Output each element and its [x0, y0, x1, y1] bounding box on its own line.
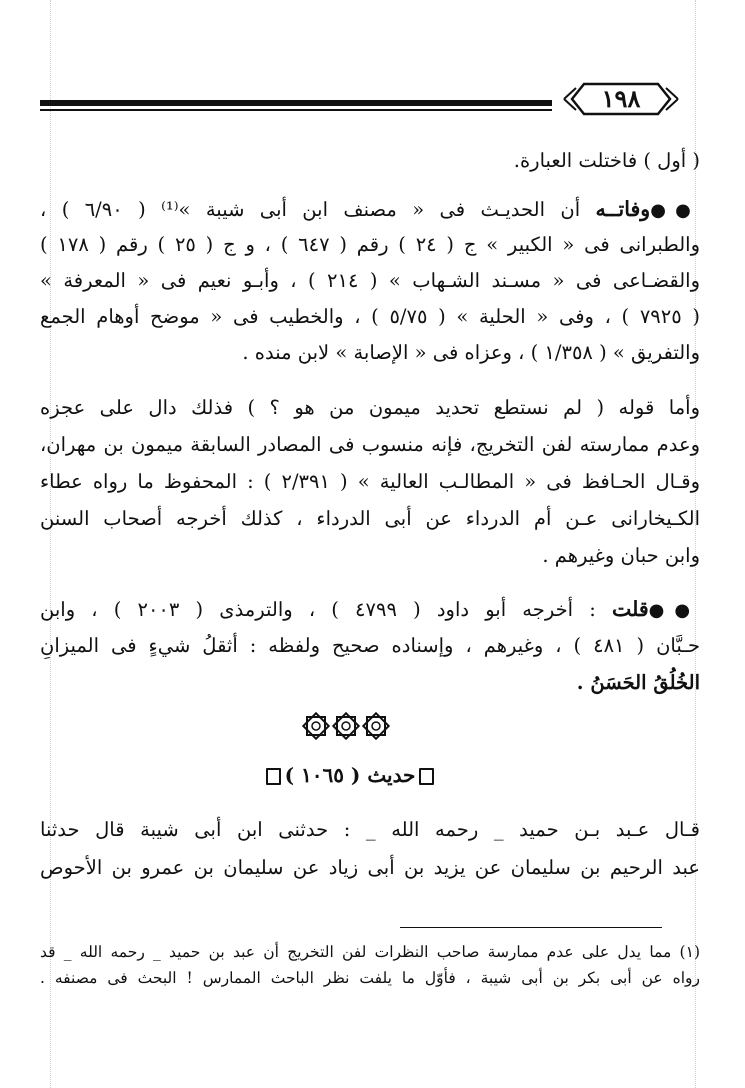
page-number: ١٩٨	[601, 84, 641, 113]
hadith-title-text: حديث ( ١٠٦٥ )	[284, 763, 416, 787]
paragraph-line: ( ٧٩٢٥ ) ، وفى « الحلية » ( ٥/٧٥ ) ، والخطيب فى « موضح أوهام الجمع	[40, 305, 700, 328]
paragraph-line: عبد الرحيم بن سليمان عن يزيد بن أبى زياد عن سليمان بن عمرو بن الأحوص	[40, 856, 700, 879]
bullet-marker: ●●	[648, 600, 700, 621]
footnote-separator	[400, 927, 662, 928]
paragraph-line: حـبَّان ( ٤٨١ ) ، وغيرهم ، وإسناده صحيح ولفظه : أثقلُ شيءٍ فى الميزانِ	[40, 634, 701, 657]
paragraph-line: قـال عـبد بـن حميد _ رحمه الله _ : حدثنى ابن أبى شيبة قال حدثنا	[40, 818, 700, 841]
line-text: : أخرجه أبو داود ( ٤٧٩٩ ) ، والترمذى ( ٢٠٠٣ ) ، وابن	[40, 598, 596, 621]
paragraph-line: الخُلُقُ الحَسَنُ .	[576, 671, 700, 694]
paragraph-line	[40, 194, 700, 226]
lead-word: وفاتــه	[595, 197, 651, 221]
line-text: أن الحديـث فى « مصنف ابن أبى شيبة »⁽¹⁾ ( ٦/٩٠ ) ،	[40, 198, 581, 221]
paragraph-line	[40, 594, 700, 626]
star-ornament-icon	[332, 712, 360, 740]
paragraph-line: وقـال الحـافظ فى « المطالـب العالية » ( ٢/٣٩١ ) : المحفوظ ما رواه عطاء	[40, 470, 701, 493]
star-ornament-icon	[302, 712, 330, 740]
page-header	[40, 78, 652, 122]
paragraph-line: الكـيخارانى عـن أم الدرداء عن أبى الدرداء ، كذلك أخرجه أصحاب السنن	[40, 507, 700, 530]
paragraph-line: والقضـاعى فى « مسـند الشـهاب » ( ٢١٤ ) ، وأبـو نعيم فى « المعرفة »	[40, 269, 700, 292]
paragraph-line: ( أول ) فاختلت العبارة.	[513, 149, 700, 172]
star-ornament-icon	[362, 712, 390, 740]
page-number-badge	[562, 80, 680, 118]
paragraph-line: وأما قوله ( لم نستطع تحديد ميمون من هو ؟ ) فذلك دال على عجزه	[40, 396, 700, 419]
bullet-marker: ●●	[650, 200, 700, 221]
header-rule-thick	[40, 100, 552, 106]
hadith-heading	[230, 758, 470, 792]
square-bullet-icon	[266, 768, 281, 785]
paragraph-line: وعدم ممارسته لفن التخريج، فإنه منسوب فى المصادر السابقة ميمون بن مهران،	[40, 433, 700, 456]
header-rule-thin	[40, 109, 552, 111]
footnote-line: (١) مما يدل على عدم ممارسة صاحب النظرات لفن التخريج أن عبد بن حميد _ رحمه الله _ قد	[40, 943, 700, 961]
lead-word: قلت	[611, 597, 649, 621]
footnote-line: رواه عن أبى بكر بن أبى شيبة ، فأوّل ما يلفت نظر الباحث الممارس ! البحث فى مصنفه .	[40, 969, 700, 987]
paragraph-line: والطبرانى فى « الكبير » ج ( ٢٤ ) رقم ( ٦٤٧ ) ، و ج ( ٢٥ ) رقم ( ١٧٨ )	[40, 233, 700, 256]
ornament-divider	[300, 712, 392, 748]
square-bullet-icon	[419, 768, 434, 785]
paragraph-line: والتفريق » ( ١/٣٥٨ ) ، وعزاه فى « الإصابة » لابن منده .	[242, 341, 700, 364]
paragraph-line: وابن حبان وغيرهم .	[542, 544, 700, 567]
